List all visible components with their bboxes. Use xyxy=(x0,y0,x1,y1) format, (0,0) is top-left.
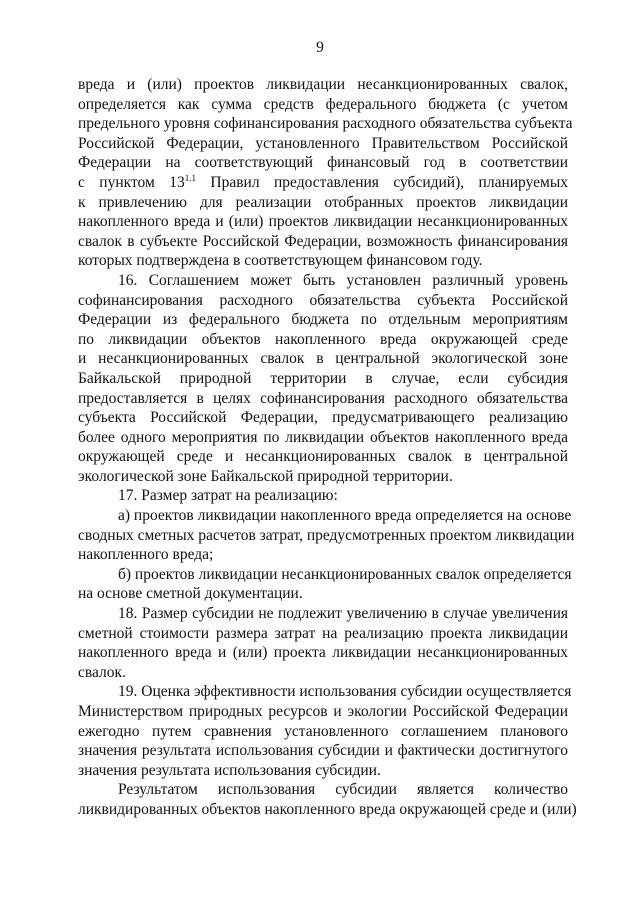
paragraph xyxy=(78,780,577,819)
text-line: Федерации из федерального бюджета по отдельным мероприятиям xyxy=(78,311,568,329)
text-line: более одного мероприятия по ликвидации объектов накопленного вреда xyxy=(78,428,568,446)
text-line: ежегодно путем сравнения установленного соглашением планового xyxy=(78,722,568,740)
paragraph xyxy=(78,271,568,487)
text-line: на основе сметной документации. xyxy=(78,585,303,603)
document-body xyxy=(78,75,577,820)
text-line: предельного уровня софинансирования расходного обязательства субъекта xyxy=(78,115,573,133)
text-line: накопленного вреда и (или) проектов ликвидации несанкционированных xyxy=(78,213,568,231)
paragraph xyxy=(78,682,572,780)
text-segment: с пунктом 13 xyxy=(78,173,185,191)
text-line: ликвидированных объектов накопленного вреда окружающей среде и (или) xyxy=(78,800,577,818)
text-segment: Правил предоставления субсидий), планируемых xyxy=(195,173,568,191)
text-line: 18. Размер субсидии не подлежит увеличению в случае увеличения xyxy=(118,605,568,623)
text-line: б) проектов ликвидации несанкционированных свалок определяется xyxy=(118,565,572,583)
text-line: которых подтверждена в соответствующем финансовом году. xyxy=(78,252,483,270)
text-line: накопленного вреда; xyxy=(78,546,214,564)
text-line: экологической зоне Байкальской природной территории. xyxy=(78,467,453,485)
footnote-superscript: 1.1 xyxy=(184,172,196,183)
paragraph xyxy=(78,75,573,271)
text-line: сводных сметных расчетов затрат, предусмотренных проектом ликвидации xyxy=(78,526,575,544)
paragraph xyxy=(78,486,568,506)
text-line: определяется как сумма средств федерального бюджета (с учетом xyxy=(78,95,568,113)
text-line: к привлечению для реализации отобранных проектов ликвидации xyxy=(78,193,568,211)
text-line: свалок в субъекте Российской Федерации, возможность финансирования xyxy=(78,232,568,250)
text-line: а) проектов ликвидации накопленного вреда определяется на основе xyxy=(118,507,572,525)
text-line: и несанкционированных свалок в центральной экологической зоне xyxy=(78,350,568,368)
text-line: значения результата использования субсидии. xyxy=(78,761,381,779)
text-line xyxy=(78,173,568,193)
text-line: Федерации на соответствующий финансовый год в соответствии xyxy=(78,154,568,172)
paragraph xyxy=(78,565,572,604)
text-line: сметной стоимости размера затрат на реализацию проекта ликвидации xyxy=(78,624,568,642)
text-line: по ликвидации объектов накопленного вреда окружающей среде xyxy=(78,330,568,348)
text-line: вреда и (или) проектов ликвидации несанкционированных свалок, xyxy=(78,76,568,93)
text-line: 19. Оценка эффективности использования субсидии осуществляется xyxy=(118,683,572,701)
page-number: 9 xyxy=(316,39,324,56)
text-line: Байкальской природной территории в случае, если субсидия xyxy=(78,369,568,387)
text-line: свалок. xyxy=(78,663,126,681)
paragraph xyxy=(78,506,575,565)
text-line: Российской Федерации, установленного Правительством Российской xyxy=(78,134,568,152)
text-line: 16. Соглашением может быть установлен различный уровень xyxy=(118,271,568,289)
paragraph xyxy=(78,604,568,682)
text-line: предоставляется в целях софинансирования расходного обязательства xyxy=(78,389,568,407)
text-line: субъекта Российской Федерации, предусматривающего реализацию xyxy=(78,409,568,427)
text-line: Министерством природных ресурсов и экологии Российской Федерации xyxy=(78,703,568,720)
text-line: Результатом использования субсидии является количество xyxy=(118,781,568,799)
text-line: софинансирования расходного обязательства субъекта Российской xyxy=(78,291,568,309)
text-line: накопленного вреда и (или) проекта ликвидации несанкционированных xyxy=(78,644,568,662)
text-line: 17. Размер затрат на реализацию: xyxy=(118,487,338,505)
text-line: значения результата использования субсидии и фактически достигнутого xyxy=(78,742,568,760)
text-line: окружающей среде и несанкционированных свалок в центральной xyxy=(78,448,568,466)
